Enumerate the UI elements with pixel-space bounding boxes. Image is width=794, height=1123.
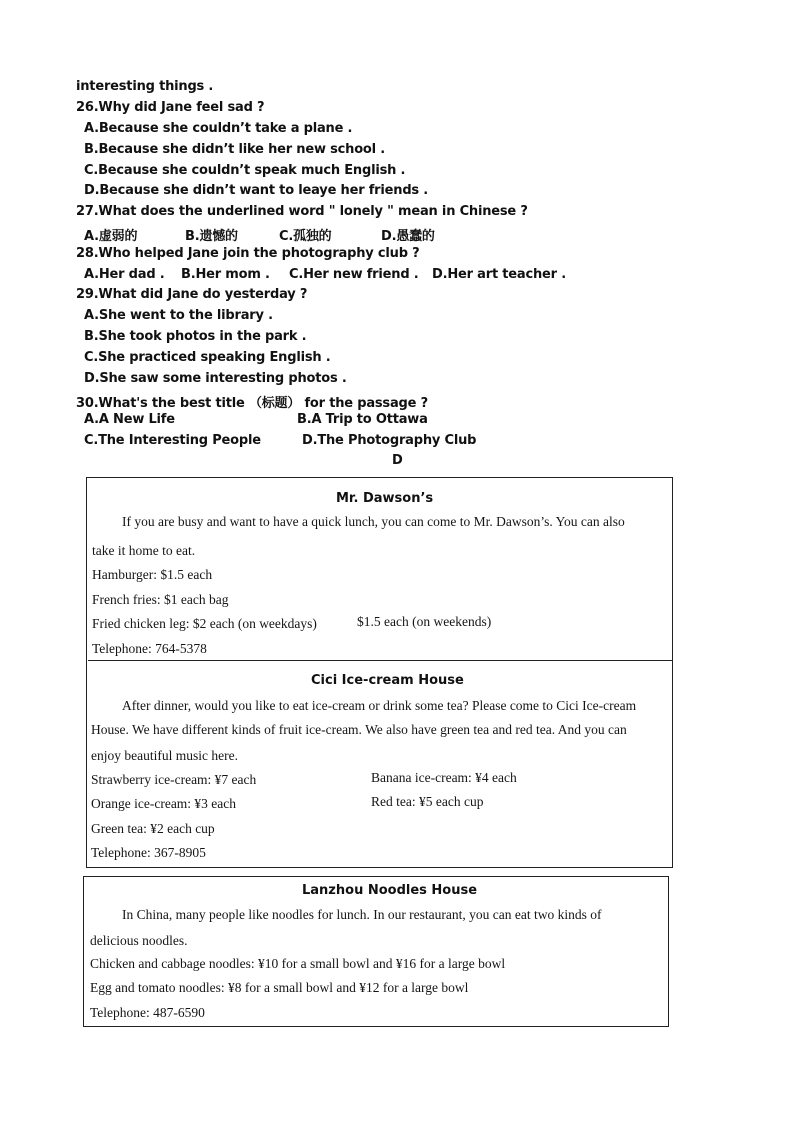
question-28-option-b: B.Her mom . xyxy=(181,267,270,282)
question-26-option-d: D.Because she didn’t want to leaye her friends . xyxy=(84,183,429,198)
ad-cici-item-orange: Orange ice-cream: ¥3 each xyxy=(91,796,237,811)
ad-lanzhou-item-egg-tomato: Egg and tomato noodles: ¥8 for a small bowl and ¥12 for a large bowl xyxy=(90,980,469,995)
ad-title-lanzhou: Lanzhou Noodles House xyxy=(302,883,478,898)
question-27-option-b: B.遗憾的 xyxy=(185,229,238,244)
ad-cici-item-strawberry: Strawberry ice-cream: ¥7 each xyxy=(91,772,257,787)
ad-title-dawsons: Mr. Dawson’s xyxy=(336,491,434,506)
question-26-stem: 26.Why did Jane feel sad ? xyxy=(76,100,265,115)
ad-dawsons-item-hamburger: Hamburger: $1.5 each xyxy=(92,567,213,582)
ad-dawsons-phone: Telephone: 764-5378 xyxy=(92,641,207,656)
question-28-stem: 28.Who helped Jane join the photography club ? xyxy=(76,246,420,261)
question-29-option-d: D.She saw some interesting photos . xyxy=(84,371,347,386)
question-27-stem: 27.What does the underlined word " lonely " mean in Chinese ? xyxy=(76,204,528,219)
ad-dawsons-item-chicken-weekends: $1.5 each (on weekends) xyxy=(357,614,492,629)
question-30-option-c: C.The Interesting People xyxy=(84,433,261,448)
question-30-stem: 30.What's the best title （标题） for the passage ? xyxy=(76,396,428,411)
ad-lanzhou-intro-1: In China, many people like noodles for lunch. In our restaurant, you can eat two kinds of xyxy=(122,907,602,922)
question-26-option-a: A.Because she couldn’t take a plane . xyxy=(84,121,353,136)
question-29-option-c: C.She practiced speaking English . xyxy=(84,350,331,365)
ad-title-cici: Cici Ice-cream House xyxy=(311,673,464,688)
question-27-option-d: D.愚蠢的 xyxy=(381,229,435,244)
ad-lanzhou-phone: Telephone: 487-6590 xyxy=(90,1005,205,1020)
ad-cici-intro-2: House. We have different kinds of fruit ice-cream. We also have green tea and red tea. And you can xyxy=(91,722,627,737)
ad-cici-intro-3: enjoy beautiful music here. xyxy=(91,748,238,763)
ad-cici-phone: Telephone: 367-8905 xyxy=(91,845,206,860)
question-26-option-c: C.Because she couldn’t speak much English . xyxy=(84,163,406,178)
question-27-option-a: A.虚弱的 xyxy=(84,229,138,244)
question-28-option-a: A.Her dad . xyxy=(84,267,165,282)
ad-dawsons-intro-1: If you are busy and want to have a quick lunch, you can come to Mr. Dawson’s. You can also xyxy=(122,514,625,529)
question-30-option-b: B.A Trip to Ottawa xyxy=(297,412,428,427)
section-label: D xyxy=(392,453,403,468)
question-29-option-b: B.She took photos in the park . xyxy=(84,329,307,344)
ads-divider xyxy=(88,660,672,661)
ad-lanzhou-item-chicken-cabbage: Chicken and cabbage noodles: ¥10 for a small bowl and ¥16 for a large bowl xyxy=(90,956,506,971)
question-30-option-a: A.A New Life xyxy=(84,412,175,427)
ad-cici-intro-1: After dinner, would you like to eat ice-cream or drink some tea? Please come to Cici Ice-cream xyxy=(122,698,637,713)
question-27-option-c: C.孤独的 xyxy=(279,229,332,244)
question-29-option-a: A.She went to the library . xyxy=(84,308,273,323)
question-28-option-d: D.Her art teacher . xyxy=(432,267,566,282)
ad-dawsons-item-fries: French fries: $1 each bag xyxy=(92,592,229,607)
ad-cici-item-green-tea: Green tea: ¥2 each cup xyxy=(91,821,215,836)
question-26-option-b: B.Because she didn’t like her new school . xyxy=(84,142,385,157)
question-28-option-c: C.Her new friend . xyxy=(289,267,419,282)
ad-dawsons-item-chicken-weekdays: Fried chicken leg: $2 each (on weekdays) xyxy=(92,616,317,631)
ad-lanzhou-intro-2: delicious noodles. xyxy=(90,933,188,948)
ad-dawsons-intro-2: take it home to eat. xyxy=(92,543,196,558)
ad-cici-item-red-tea: Red tea: ¥5 each cup xyxy=(371,794,484,809)
passage-fragment: interesting things . xyxy=(76,79,214,94)
question-29-stem: 29.What did Jane do yesterday ? xyxy=(76,287,308,302)
ad-cici-item-banana: Banana ice-cream: ¥4 each xyxy=(371,770,517,785)
question-30-option-d: D.The Photography Club xyxy=(302,433,477,448)
